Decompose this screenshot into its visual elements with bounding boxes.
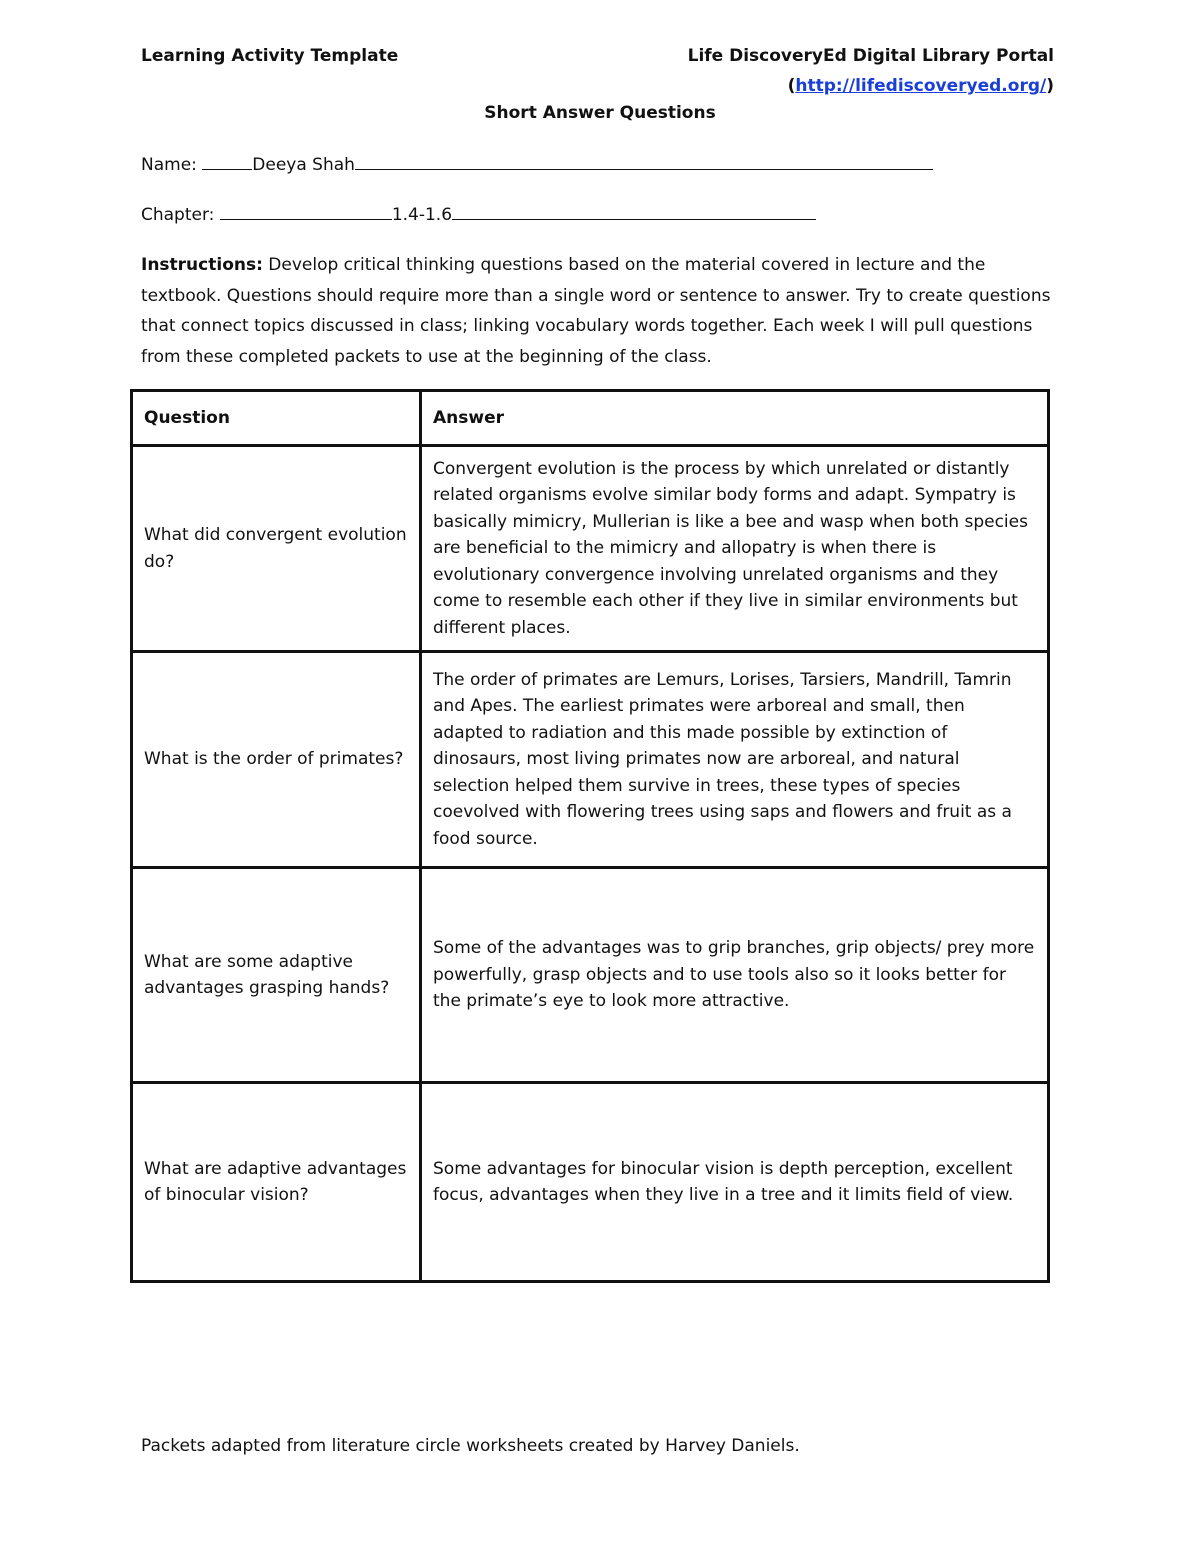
page-title: Short Answer Questions: [484, 103, 716, 123]
chapter-value: 1.4-1.6: [391, 205, 453, 225]
question-cell: What is the order of primates?: [132, 652, 421, 868]
url-open-paren: (: [787, 76, 796, 96]
portal-url-line: [788, 76, 1054, 96]
qa-table: [130, 389, 1050, 1283]
name-field: [141, 152, 933, 175]
table-header-row: [132, 391, 1049, 446]
name-label: Name:: [141, 155, 203, 175]
chapter-field: [141, 202, 816, 225]
portal-link[interactable]: http://lifediscoveryed.org/: [795, 76, 1047, 96]
question-cell: What did convergent evolution do?: [132, 446, 421, 652]
table-row: [132, 1083, 1049, 1282]
name-underline-post: [355, 152, 933, 170]
answer-cell: Convergent evolution is the process by which unrelated or distantly related organisms evolve similar body forms and adapt. Sympatry is basically mimicry, Mullerian is like a bee and wasp when both species are beneficial to the mimicry and allopatry is when there is evolutionary convergence involving unrelated organisms and they come to resemble each other if they live in similar environments but different places.: [421, 446, 1049, 652]
table-row: [132, 446, 1049, 652]
instructions: [141, 250, 1061, 372]
instructions-label: Instructions:: [141, 255, 263, 275]
chapter-underline-pre: [220, 202, 392, 220]
question-column-header: Question: [132, 391, 421, 446]
instructions-text: Develop critical thinking questions based on the material covered in lecture and the textbook. Questions should require more than a single word or sentence to answer. Try to create questions that connect topics discussed in class; linking vocabulary words together. Each week I will pull questions from these completed packets to use at the beginning of the class.: [141, 255, 1051, 367]
table-row: [132, 652, 1049, 868]
answer-cell: Some of the advantages was to grip branches, grip objects/ prey more powerfully, grasp objects and to use tools also so it looks better for the primate’s eye to look more attractive.: [421, 868, 1049, 1083]
template-title: Learning Activity Template: [141, 46, 399, 66]
name-value: Deeya Shah: [252, 155, 355, 175]
footer-credit: Packets adapted from literature circle worksheets created by Harvey Daniels.: [141, 1436, 800, 1456]
url-close-paren: ): [1046, 76, 1054, 96]
chapter-underline-post: [452, 202, 816, 220]
table-row: [132, 868, 1049, 1083]
chapter-label: Chapter:: [141, 205, 220, 225]
answer-cell: Some advantages for binocular vision is depth perception, excellent focus, advantages when they live in a tree and it limits field of view.: [421, 1083, 1049, 1282]
question-cell: What are adaptive advantages of binocular vision?: [132, 1083, 421, 1282]
answer-cell: The order of primates are Lemurs, Lorises, Tarsiers, Mandrill, Tamrin and Apes. The earliest primates were arboreal and small, then adapted to radiation and this made possible by extinction of dinosaurs, most living primates now are arboreal, and natural selection helped them survive in trees, these types of species coevolved with flowering trees using saps and flowers and fruit as a food source.: [421, 652, 1049, 868]
answer-column-header: Answer: [421, 391, 1049, 446]
question-cell: What are some adaptive advantages grasping hands?: [132, 868, 421, 1083]
name-underline-pre: [202, 152, 252, 170]
portal-title: Life DiscoveryEd Digital Library Portal: [687, 46, 1054, 66]
